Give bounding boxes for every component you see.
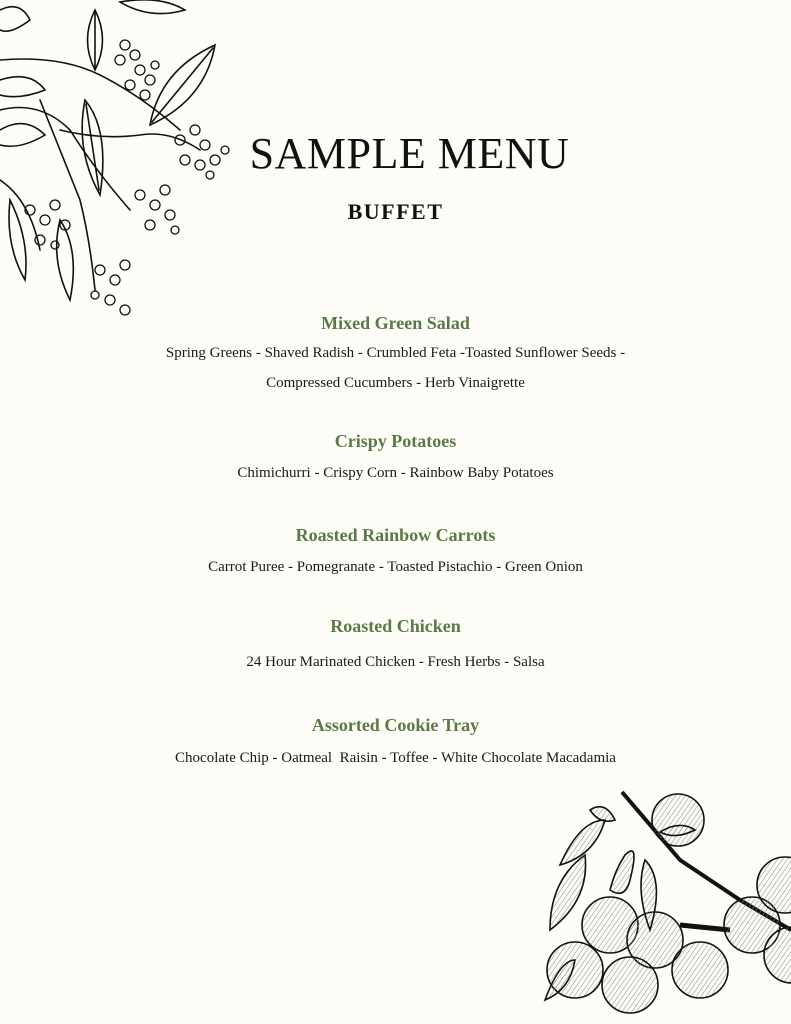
menu-section-roasted-chicken: [0, 615, 791, 677]
section-description-line: Compressed Cucumbers - Herb Vinaigrette: [266, 375, 525, 391]
page-title: SAMPLE MENU: [249, 129, 570, 178]
fruit-branch-illustration-icon: [530, 780, 791, 1024]
section-title: Roasted Rainbow Carrots: [295, 525, 496, 545]
section-description-line: Spring Greens - Shaved Radish - Crumbled Feta -Toasted Sunflower Seeds -: [165, 345, 626, 361]
menu-section-mixed-green-salad: [0, 312, 791, 398]
section-title: Assorted Cookie Tray: [311, 715, 480, 735]
section-title: Roasted Chicken: [330, 616, 461, 636]
page-subtitle: BUFFET: [347, 199, 444, 224]
menu-section-assorted-cookie-tray: [0, 714, 791, 773]
section-description-line: Carrot Puree - Pomegranate - Toasted Pistachio - Green Onion: [208, 559, 583, 575]
section-description-line: Chocolate Chip - Oatmeal Raisin - Toffee - White Chocolate Macadamia: [175, 750, 616, 766]
section-description-line: 24 Hour Marinated Chicken - Fresh Herbs - Salsa: [246, 654, 545, 670]
section-description-line: Chimichurri - Crispy Corn - Rainbow Baby Potatoes: [237, 465, 554, 481]
section-title: Mixed Green Salad: [321, 313, 470, 333]
section-title: Crispy Potatoes: [334, 431, 457, 451]
menu-section-roasted-rainbow-carrots: [0, 524, 791, 582]
menu-section-crispy-potatoes: [0, 430, 791, 488]
